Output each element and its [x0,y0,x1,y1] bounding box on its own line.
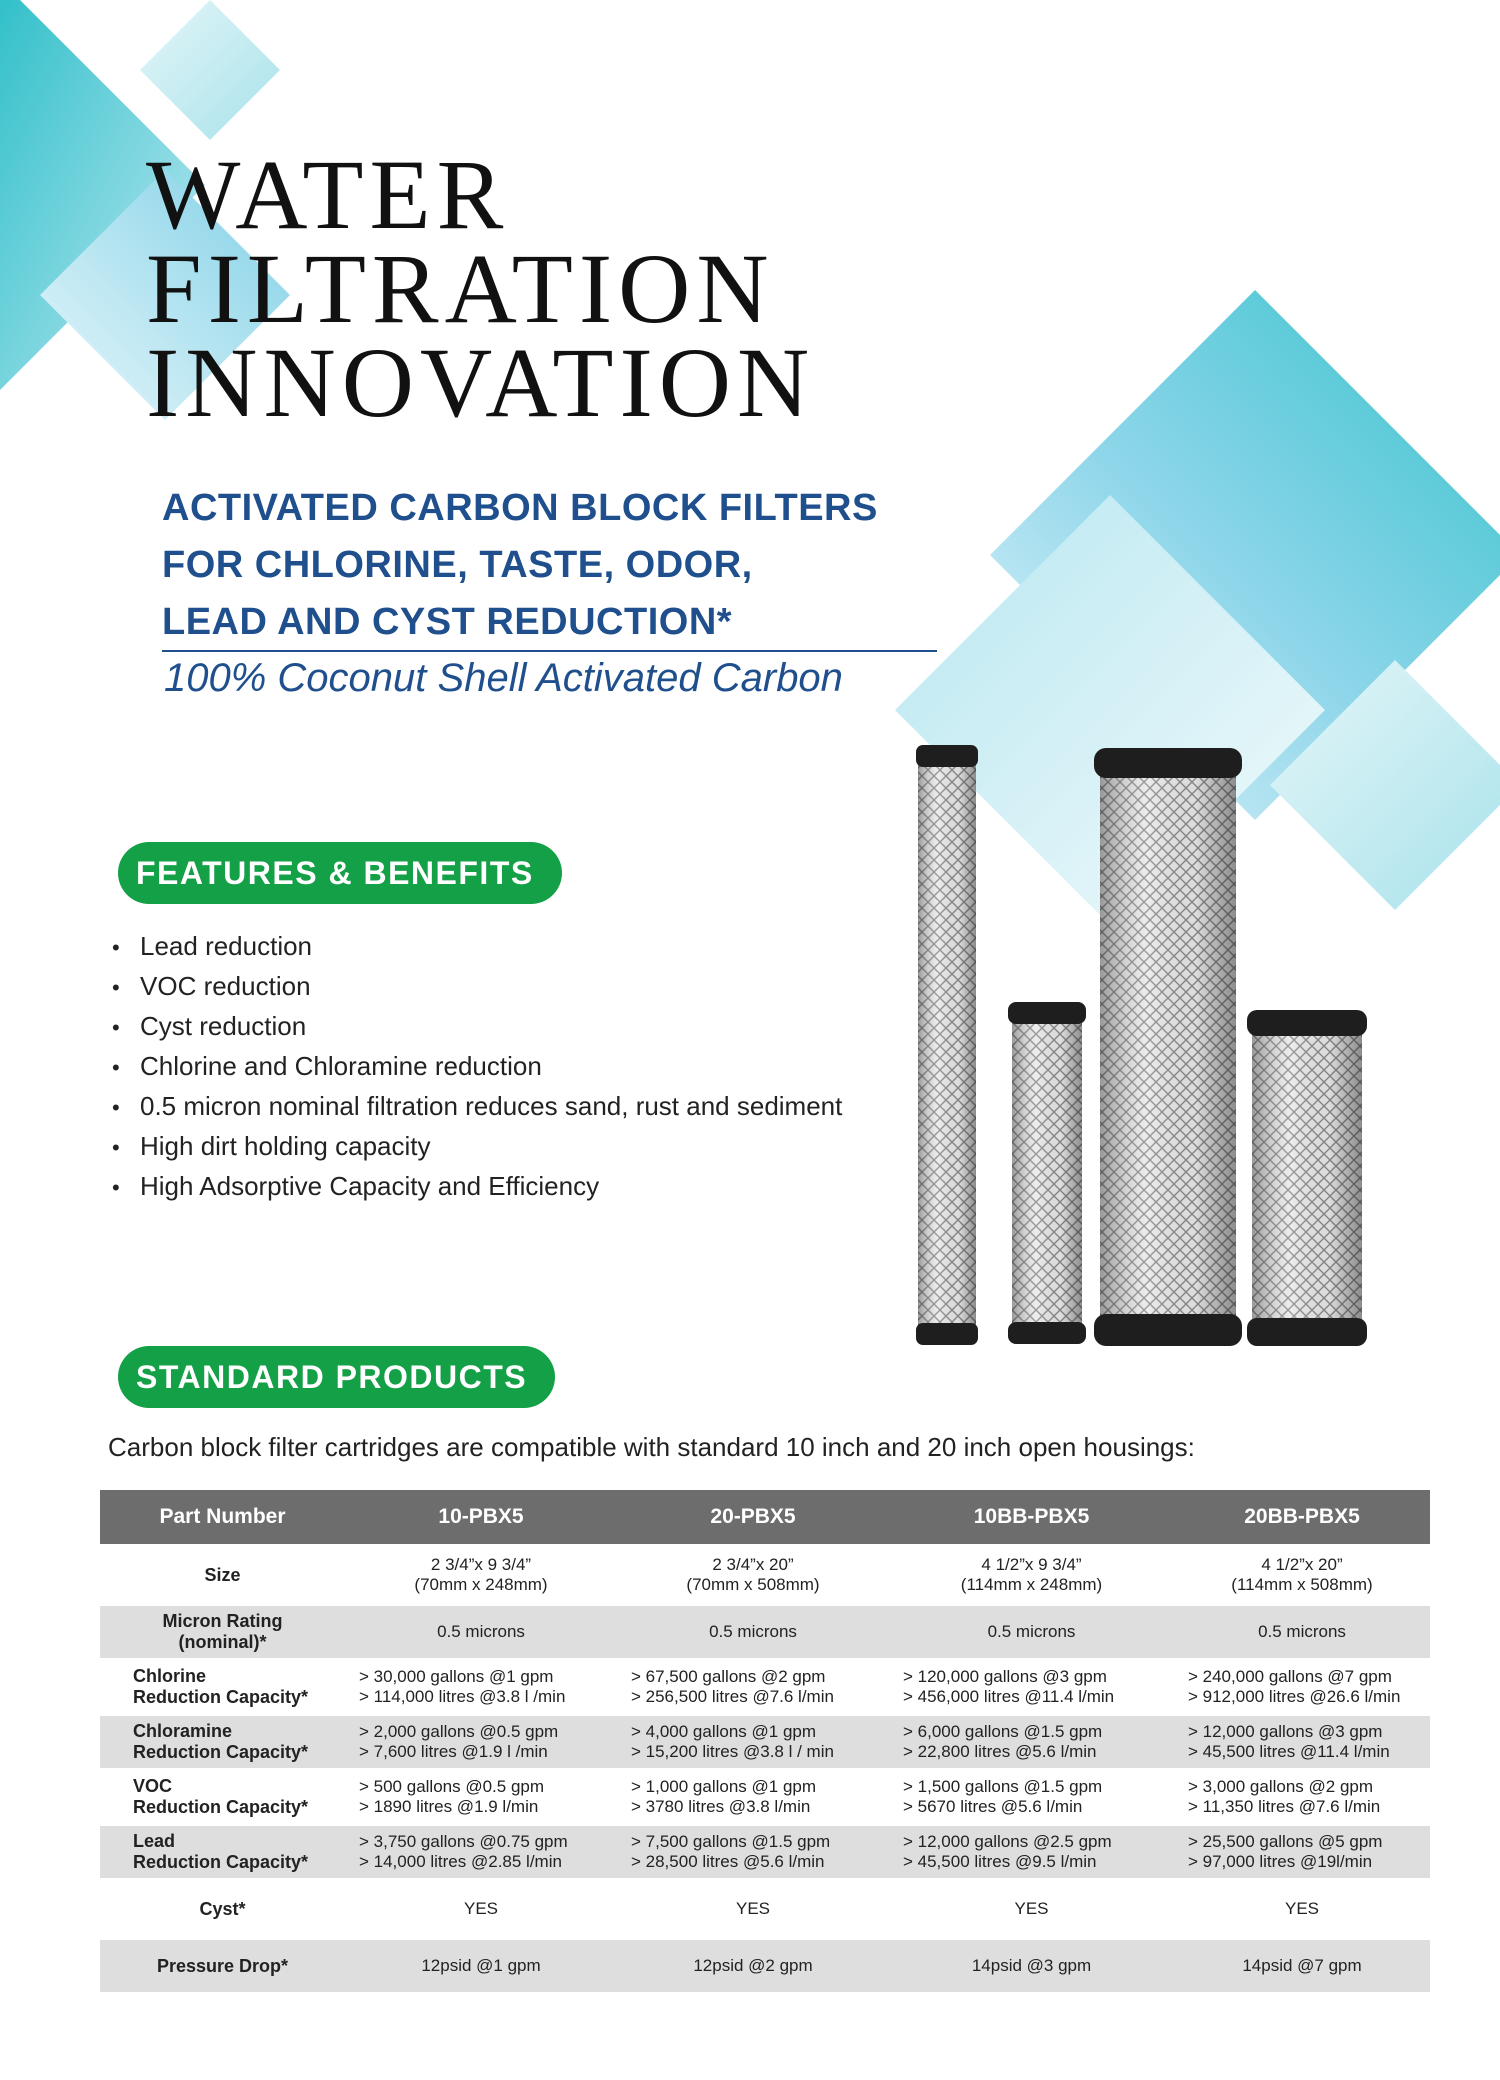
list-item [112,1126,842,1166]
cell-line: 12psid @2 gpm [693,1956,813,1975]
filter-cartridges-image [910,740,1370,1350]
cell-line: YES [735,1899,771,1918]
features-heading: FEATURES & BENEFITS [118,842,562,904]
bullet: • [112,1175,120,1200]
table-cell [1174,1940,1430,1992]
cell-line: > 12,000 gallons @3 gpm [1188,1722,1383,1741]
row-label-text: VOC [133,1776,173,1796]
feature-text: Chlorine and Chloramine reduction [140,1051,542,1081]
table-cell [889,1544,1174,1606]
cell-line: > 12,000 gallons @2.5 gpm [903,1832,1112,1851]
spec-table [100,1490,1430,1992]
table-cell [1174,1826,1430,1878]
cell-line: 0.5 microns [987,1622,1076,1641]
cell-line: > 3,750 gallons @0.75 gpm [359,1832,568,1851]
row-label-text: Cyst* [199,1898,246,1919]
filter-cartridge [1247,1010,1367,1346]
row-label-text: Reduction Capacity* [133,1742,309,1762]
table-cell [1174,1544,1430,1606]
cell-line: 0.5 microns [1258,1622,1346,1641]
table-cell [889,1940,1174,1992]
table-cell [345,1878,617,1940]
cell-line: 2 3/4”x 9 3/4” [430,1555,532,1574]
row-label [100,1940,345,1992]
table-cell [617,1658,889,1716]
list-item [112,1006,842,1046]
list-item [112,1046,842,1086]
table-cell [889,1606,1174,1658]
table-cell [345,1544,617,1606]
cell-line: > 912,000 litres @26.6 l/min [1188,1687,1401,1706]
cell-line: > 97,000 litres @19l/min [1188,1852,1373,1871]
cell-line: 14psid @3 gpm [971,1956,1092,1975]
row-label-text: Lead [133,1831,176,1851]
row-label [100,1768,345,1826]
hero-line: FILTRATION [146,233,775,344]
product-subheading [162,480,878,651]
cell-line: > 30,000 gallons @1 gpm [359,1667,554,1686]
filter-cartridge [916,745,978,1345]
cell-line: > 240,000 gallons @7 gpm [1188,1667,1392,1686]
table-cell [617,1716,889,1768]
bullet: • [112,1055,120,1080]
table-cell [345,1716,617,1768]
tagline: 100% Coconut Shell Activated Carbon [164,656,843,700]
cell-line: > 25,500 gallons @5 gpm [1188,1832,1383,1851]
cell-line: > 4,000 gallons @1 gpm [631,1722,817,1741]
bullet: • [112,1095,120,1120]
subheading-line: LEAD AND CYST REDUCTION* [162,601,733,643]
bullet: • [112,935,120,960]
table-row [100,1716,1430,1768]
cell-line: 4 1/2”x 20” [1261,1555,1343,1574]
row-label [100,1658,345,1716]
table-cell [617,1826,889,1878]
feature-text: VOC reduction [140,971,311,1001]
cell-line: (114mm x 248mm) [960,1575,1103,1594]
column-header: 10-PBX5 [345,1490,617,1544]
compatibility-note: Carbon block filter cartridges are compatible with standard 10 inch and 20 inch open housings: [108,1432,1195,1462]
table-cell [345,1940,617,1992]
table-cell [617,1940,889,1992]
table-row [100,1940,1430,1992]
cell-line: > 28,500 litres @5.6 l/min [631,1852,825,1871]
table-cell [1174,1768,1430,1826]
hero-line: WATER [146,139,510,250]
divider [162,650,937,652]
table-row [100,1878,1430,1940]
cell-line: > 67,500 gallons @2 gpm [631,1667,826,1686]
cell-line: > 2,000 gallons @0.5 gpm [359,1722,559,1741]
row-label [100,1716,345,1768]
filter-cartridge [1008,1002,1086,1344]
row-label [100,1544,345,1606]
column-header: 20-PBX5 [617,1490,889,1544]
cell-line: > 3,000 gallons @2 gpm [1188,1777,1374,1796]
cell-line: > 1,000 gallons @1 gpm [631,1777,817,1796]
cell-line: 0.5 microns [709,1622,797,1641]
cell-line: 2 3/4”x 20” [712,1555,794,1574]
list-item [112,966,842,1006]
table-cell [889,1826,1174,1878]
cell-line: > 7,500 gallons @1.5 gpm [631,1832,831,1851]
column-header: 20BB-PBX5 [1174,1490,1430,1544]
filter-cartridge [1094,748,1242,1346]
cell-line: > 456,000 litres @11.4 l/min [903,1687,1115,1706]
table-row [100,1544,1430,1606]
feature-text: Lead reduction [140,931,313,961]
cell-line: > 256,500 litres @7.6 l/min [631,1687,834,1706]
row-label-text: Reduction Capacity* [133,1852,309,1872]
table-cell [345,1606,617,1658]
subheading-line: FOR CHLORINE, TASTE, ODOR, [162,544,753,586]
table-cell [889,1878,1174,1940]
row-label-text: Micron Rating [162,1611,283,1631]
feature-text: High dirt holding capacity [140,1131,431,1161]
row-label-text: Chlorine [133,1666,207,1686]
list-item [112,926,842,966]
cell-line: YES [463,1899,499,1918]
cell-line: > 15,200 litres @3.8 l / min [631,1742,834,1761]
list-item [112,1166,842,1206]
table-cell [617,1878,889,1940]
hero-line: INNOVATION [146,327,816,438]
row-label [100,1878,345,1940]
table-cell [345,1826,617,1878]
cell-line: > 500 gallons @0.5 gpm [359,1777,545,1796]
table-row [100,1606,1430,1658]
table-cell [617,1768,889,1826]
cell-line: YES [1284,1899,1320,1918]
cell-line: > 1,500 gallons @1.5 gpm [903,1777,1103,1796]
features-list [112,926,842,1206]
table-row [100,1768,1430,1826]
table-cell [889,1716,1174,1768]
hero-title [146,139,816,438]
cell-line: > 7,600 litres @1.9 l /min [359,1742,548,1761]
table-cell [617,1606,889,1658]
row-label [100,1826,345,1878]
cell-line: > 45,500 litres @9.5 l/min [903,1852,1097,1871]
cell-line: 12psid @1 gpm [421,1956,541,1975]
cell-line: > 5670 litres @5.6 l/min [903,1797,1083,1816]
diamond-shape [140,0,280,140]
list-item [112,1086,842,1126]
row-label-text: Reduction Capacity* [133,1687,309,1707]
table-cell [345,1658,617,1716]
table-row [100,1826,1430,1878]
feature-text: 0.5 micron nominal filtration reduces sand, rust and sediment [140,1091,843,1121]
cell-line: > 120,000 gallons @3 gpm [903,1667,1107,1686]
cell-line: (70mm x 248mm) [414,1575,548,1594]
cell-line: (70mm x 508mm) [686,1575,820,1594]
bullet: • [112,1015,120,1040]
table-cell [889,1768,1174,1826]
table-cell [617,1544,889,1606]
row-label-text: Reduction Capacity* [133,1797,309,1817]
cell-line: > 3780 litres @3.8 l/min [631,1797,811,1816]
cell-line: > 11,350 litres @7.6 l/min [1188,1797,1381,1816]
table-cell [889,1658,1174,1716]
feature-text: Cyst reduction [140,1011,307,1041]
cell-line: > 22,800 litres @5.6 l/min [903,1742,1097,1761]
table-row [100,1658,1430,1716]
standard-products-heading: STANDARD PRODUCTS [118,1346,555,1408]
table-cell [1174,1658,1430,1716]
cell-line: 4 1/2”x 9 3/4” [981,1555,1082,1574]
feature-text: High Adsorptive Capacity and Efficiency [140,1171,600,1201]
column-header: Part Number [100,1490,345,1544]
table-cell [345,1768,617,1826]
cell-line: > 1890 litres @1.9 l/min [359,1797,539,1816]
bullet: • [112,975,120,1000]
row-label-text: Pressure Drop* [156,1955,289,1976]
cell-line: > 6,000 gallons @1.5 gpm [903,1722,1103,1741]
table-cell [1174,1606,1430,1658]
cell-line: 14psid @7 gpm [1242,1956,1362,1975]
cell-line: 0.5 microns [437,1622,525,1641]
table-header-row [100,1490,1430,1544]
table-cell [1174,1716,1430,1768]
cell-line: (114mm x 508mm) [1231,1575,1373,1594]
row-label-text: (nominal)* [178,1632,267,1652]
row-label-text: Chloramine [133,1721,233,1741]
subheading-line: ACTIVATED CARBON BLOCK FILTERS [162,487,878,529]
row-label [100,1606,345,1658]
row-label-text: Size [204,1564,241,1585]
cell-line: > 45,500 litres @11.4 l/min [1188,1742,1390,1761]
cell-line: > 14,000 litres @2.85 l/min [359,1852,562,1871]
column-header: 10BB-PBX5 [889,1490,1174,1544]
bullet: • [112,1135,120,1160]
cell-line: > 114,000 litres @3.8 l /min [359,1687,566,1706]
table-cell [1174,1878,1430,1940]
cell-line: YES [1014,1899,1049,1918]
